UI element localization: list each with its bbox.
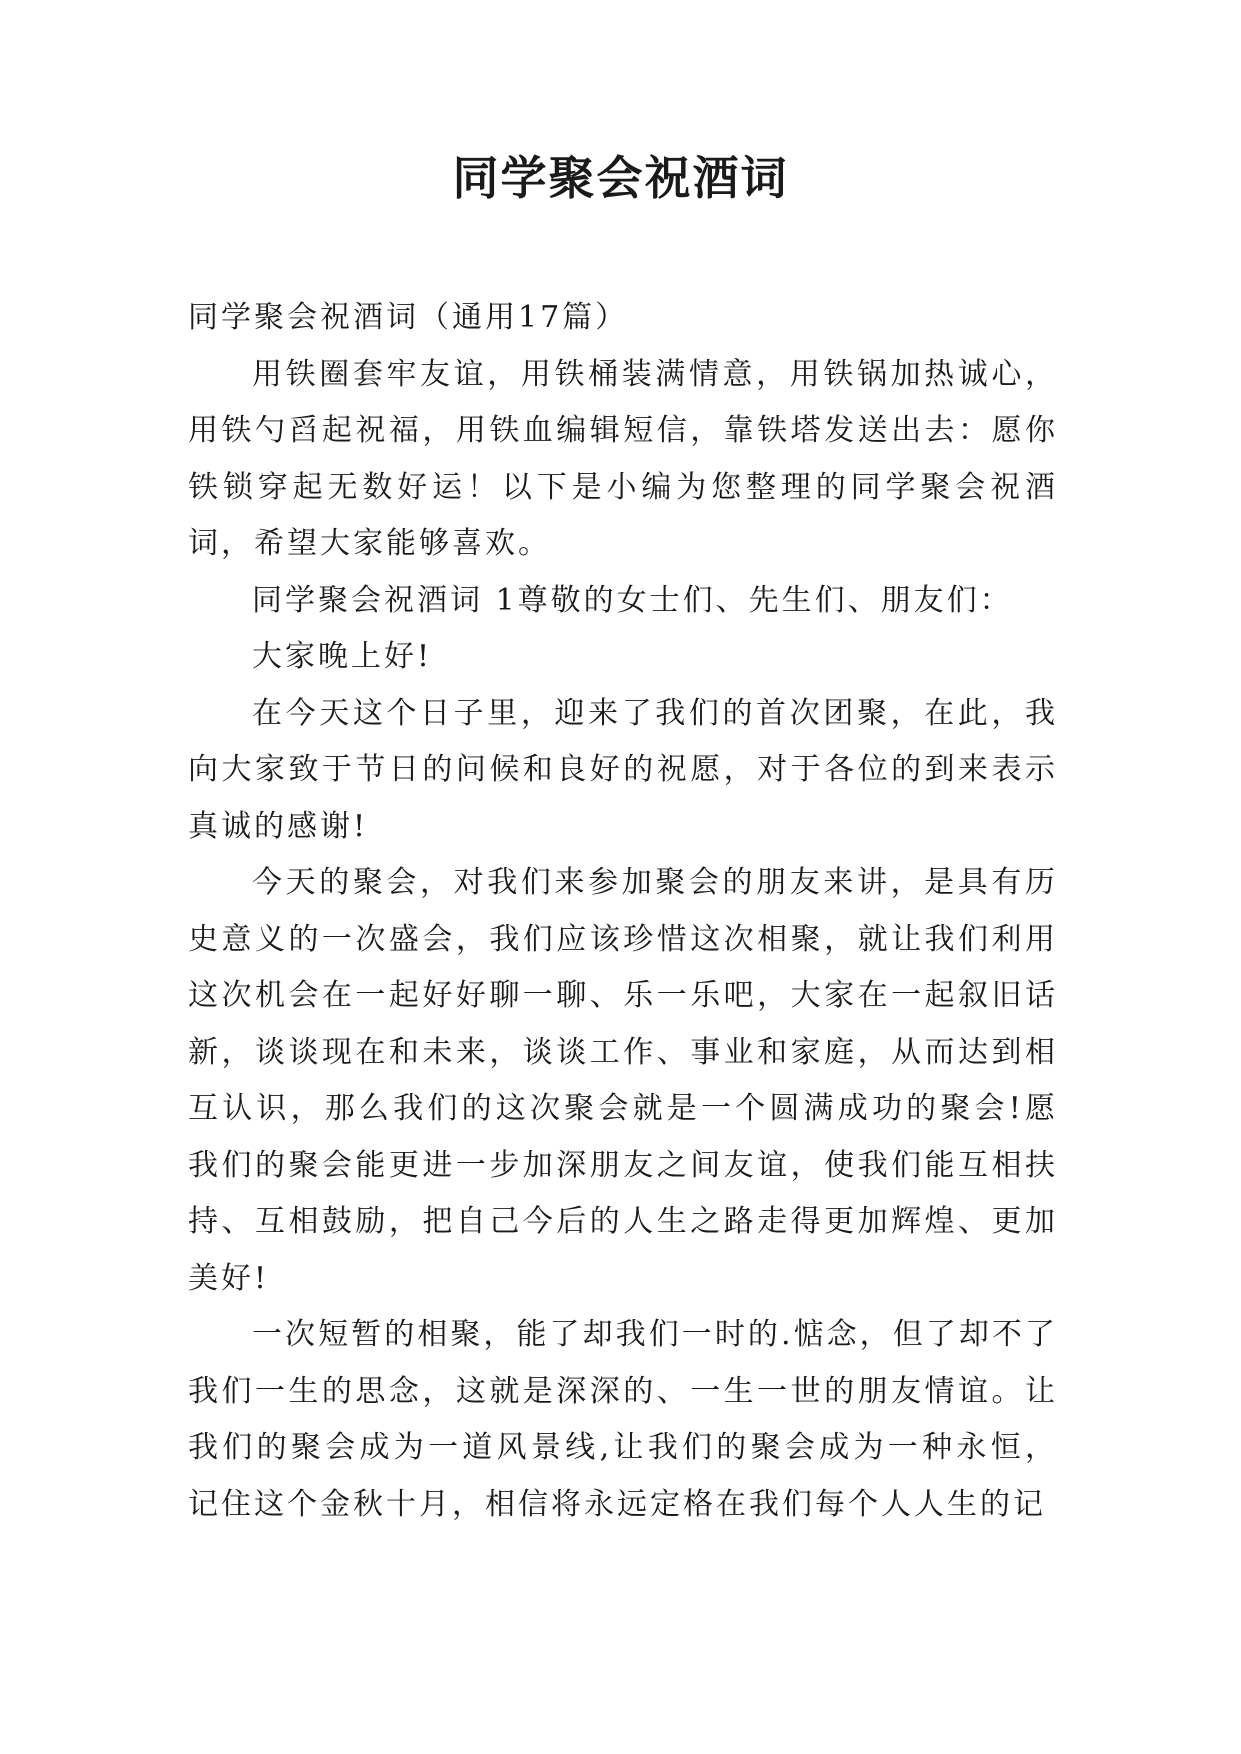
paragraph-greeting: 大家晚上好!	[252, 639, 433, 674]
paragraph-welcome: 在今天这个日子里，迎来了我们的首次团聚，在此，我向大家致于节日的问候和良好的祝愿，对于各位的到来表示真诚的感谢!	[188, 695, 1058, 844]
paragraph-subtitle: 同学聚会祝酒词（通用17篇）	[188, 300, 629, 335]
document-body	[188, 290, 1058, 1533]
paragraph-friendship: 一次短暂的相聚，能了却我们一时的.惦念，但了却不了我们一生的思念，这就是深深的、一生一世的朋友情谊。让我们的聚会成为一道风景线,让我们的聚会成为一种永恒，记住这个金秋十月，相信将永远定格在我们每个人人生的记	[188, 1317, 1058, 1522]
document-title: 同学聚会祝酒词	[452, 151, 789, 205]
paragraph-salutation: 同学聚会祝酒词 1尊敬的女士们、先生们、朋友们：	[252, 582, 1013, 618]
paragraph-intro: 用铁圈套牢友谊，用铁桶装满情意，用铁锅加热诚心，用铁勺舀起祝福，用铁血编辑短信，靠铁塔发送出去：愿你铁锁穿起无数好运！以下是小编为您整理的同学聚会祝酒词，希望大家能够喜欢。	[188, 356, 1058, 561]
paragraph-significance: 今天的聚会，对我们来参加聚会的朋友来讲，是具有历史意义的一次盛会，我们应该珍惜这次相聚，就让我们利用这次机会在一起好好聊一聊、乐一乐吧，大家在一起叙旧话新，谈谈现在和未来，谈谈工作、事业和家庭，从而达到相互认识，那么我们的这次聚会就是一个圆满成功的聚会!愿我们的聚会能更进一步加深朋友之间友谊，使我们能互相扶持、互相鼓励，把自己今后的人生之路走得更加辉煌、更加美好!	[188, 865, 1058, 1296]
